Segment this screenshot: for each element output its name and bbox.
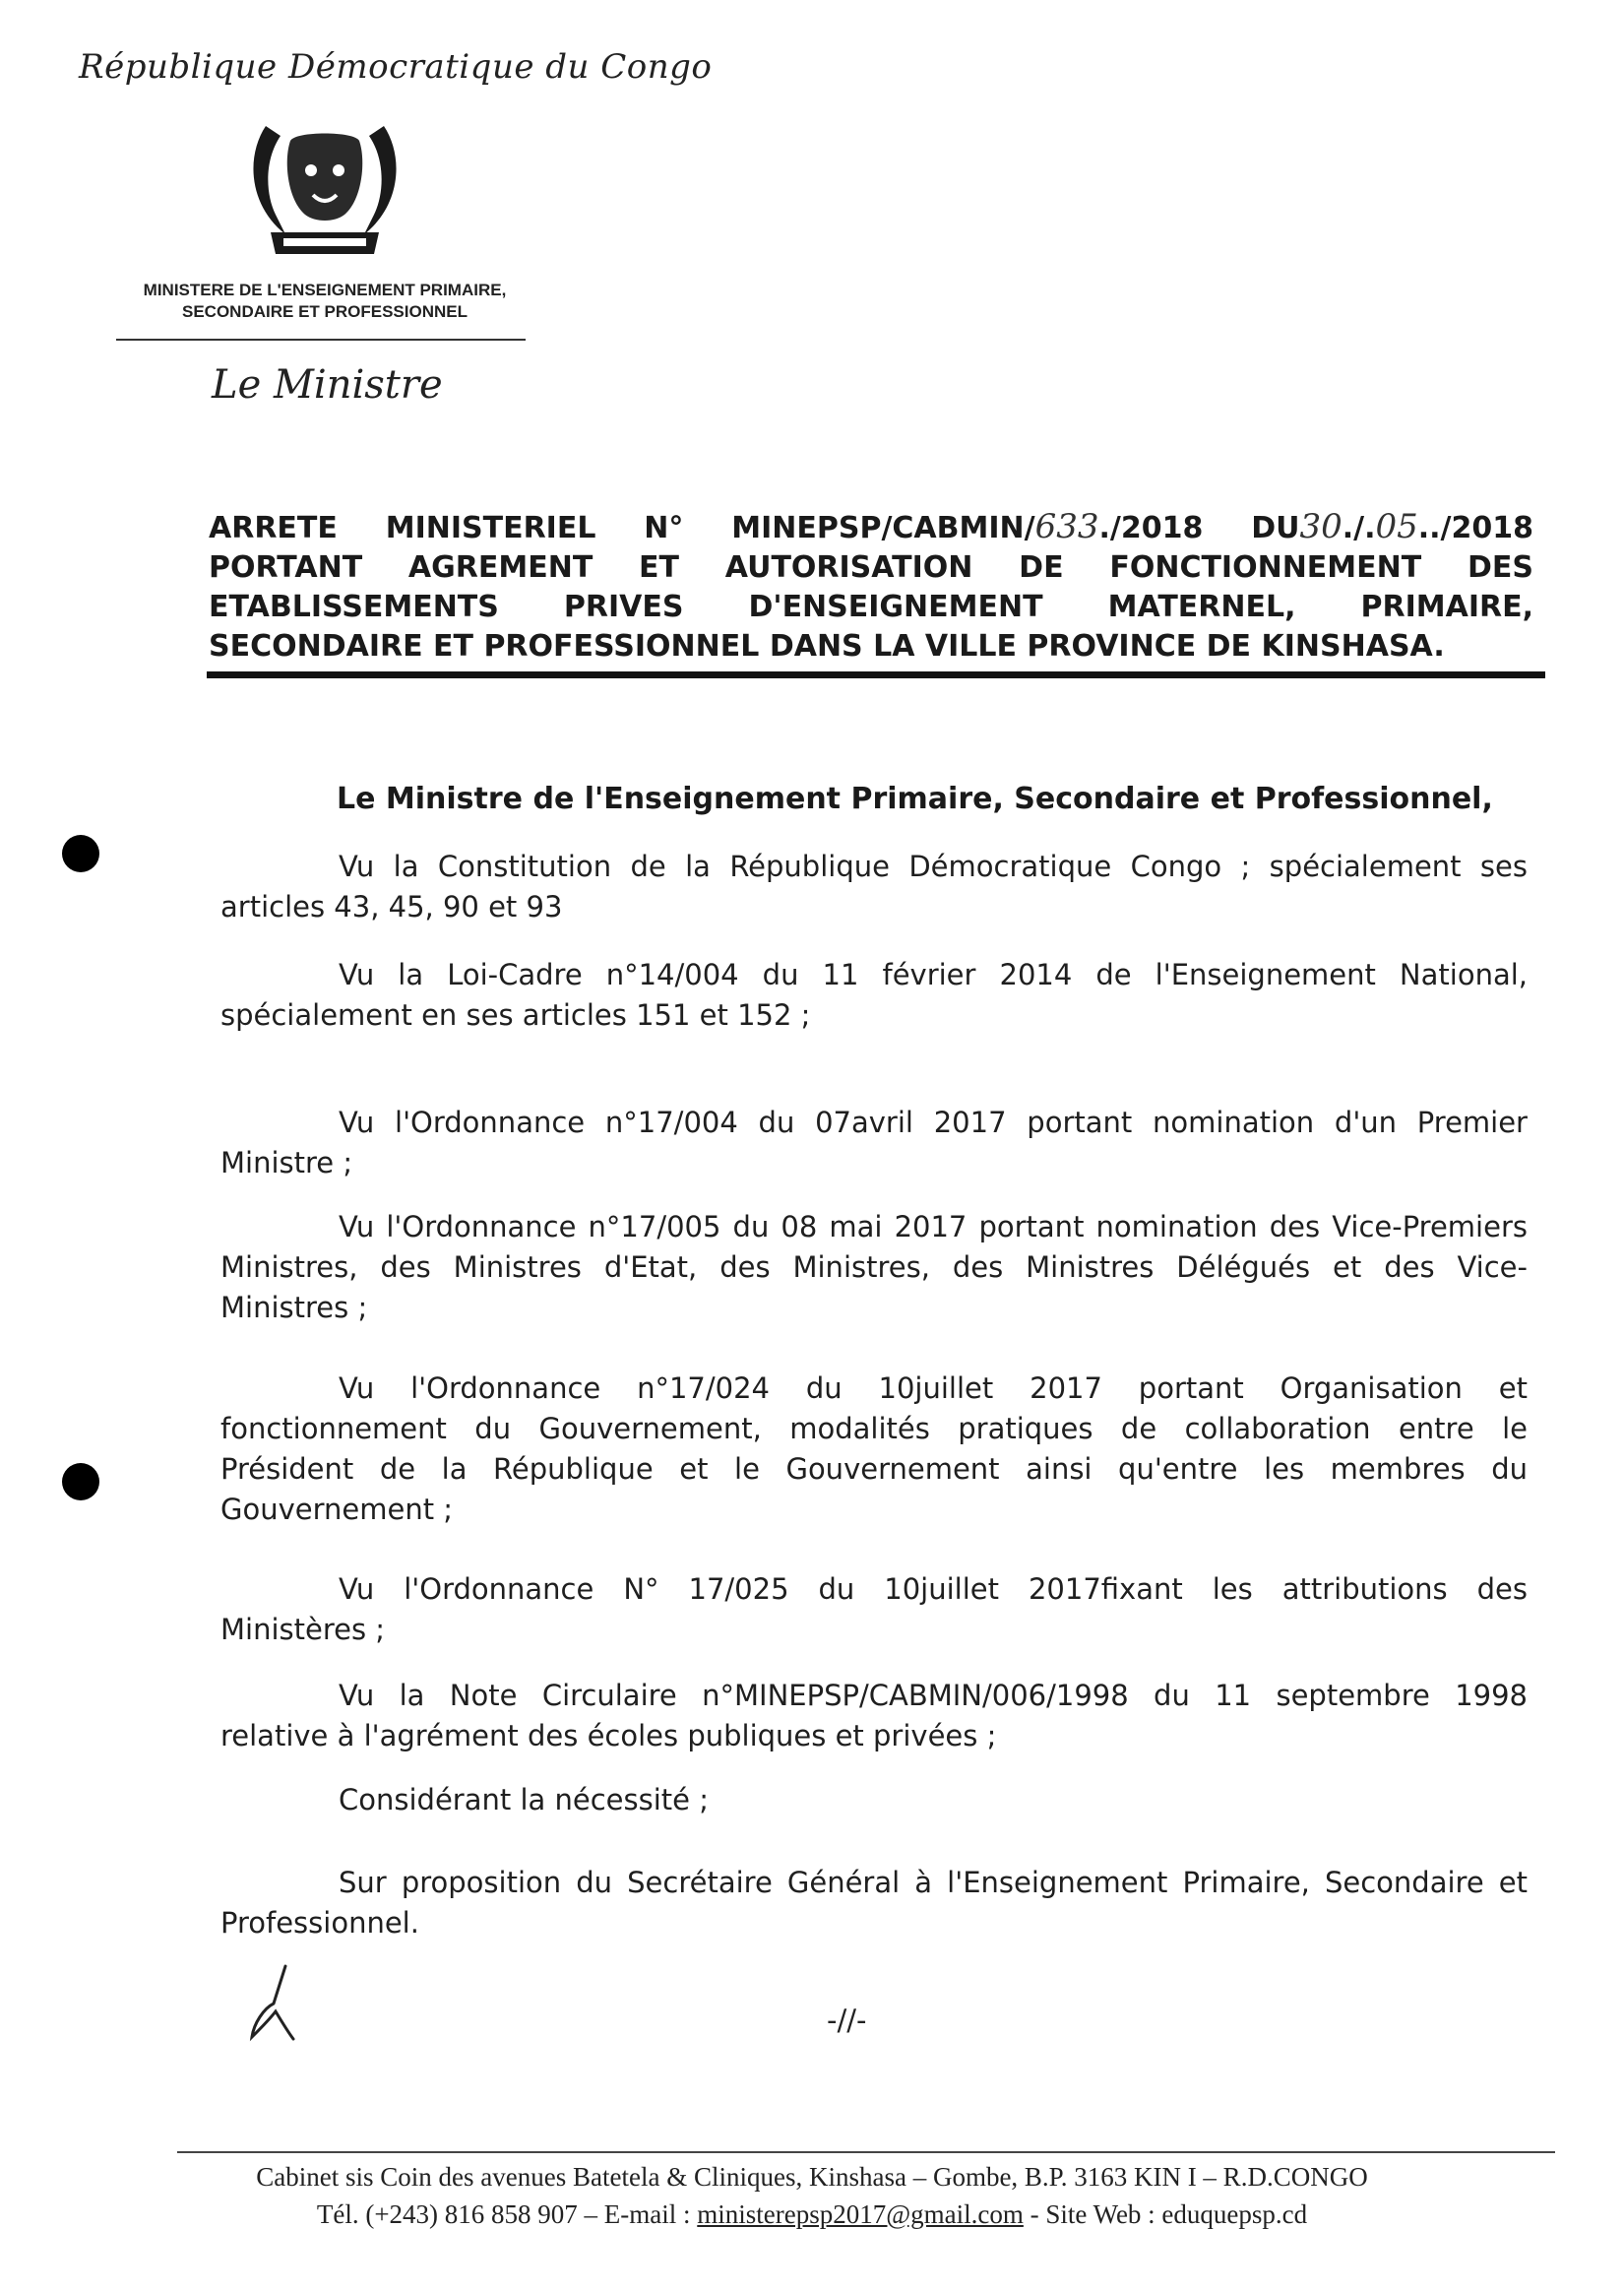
paragraph-loi-cadre: [220, 955, 1528, 1036]
decree-title-line4: SECONDAIRE ET PROFESSIONNEL DANS LA VILLE PROVINCE DE KINSHASA.: [209, 629, 1445, 664]
decree-number-prefix: ARRETE MINISTERIEL N° MINEPSP/CABMIN/: [209, 511, 1035, 545]
paragraph-line: Ministres ;: [220, 1291, 368, 1324]
paragraph-line: articles 43, 45, 90 et 93: [220, 890, 563, 923]
paragraph-line: Ministre ;: [220, 1146, 353, 1179]
country-name: République Démocratique du Congo: [79, 47, 713, 87]
paragraph-constitution: [220, 847, 1528, 927]
punch-hole: [62, 835, 99, 872]
ministry-name: [108, 280, 541, 323]
office-title: Le Ministre: [212, 362, 443, 408]
decree-date-separator: ./.: [1342, 511, 1376, 545]
paragraph-line: Gouvernement ;: [220, 1493, 454, 1526]
footer-website: - Site Web : eduquepsp.cd: [1023, 2199, 1308, 2229]
handwritten-initials: [246, 1964, 305, 2047]
paragraph-line: Sur proposition du Secrétaire Général à l'Enseignement Primaire, Secondaire et: [339, 1866, 1528, 1899]
paragraph-line: Vu la Constitution de la République Démocratique Congo ; spécialement ses: [339, 850, 1528, 883]
punch-hole: [62, 1463, 99, 1500]
paragraph-ordonnance-17-004: [220, 1103, 1528, 1183]
paragraph-ordonnance-17-025: [220, 1569, 1528, 1650]
paragraph-line: Vu l'Ordonnance n°17/024 du 10juillet 2017 portant Organisation et: [339, 1371, 1528, 1405]
paragraph-note-circulaire: [220, 1676, 1528, 1756]
coat-of-arms-emblem: [236, 116, 413, 268]
decree-title-line1: [209, 507, 1533, 548]
paragraph-line: Considérant la nécessité ;: [339, 1783, 709, 1816]
footer-email-link[interactable]: ministerepsp2017@gmail.com: [697, 2199, 1024, 2229]
decree-title-line3: ETABLISSEMENTS PRIVES D'ENSEIGNEMENT MATERNEL, PRIMAIRE,: [209, 590, 1533, 624]
footer: [0, 2158, 1624, 2233]
paragraph-ordonnance-17-024: [220, 1369, 1528, 1530]
decree-title-line2: PORTANT AGREMENT ET AUTORISATION DE FONCTIONNEMENT DES: [209, 550, 1533, 585]
decree-date-month-handwritten: 05: [1375, 507, 1418, 546]
paragraph-line: Vu l'Ordonnance n°17/004 du 07avril 2017 portant nomination d'un Premier: [339, 1106, 1528, 1139]
decree-title: [209, 507, 1533, 667]
paragraph-line: fonctionnement du Gouvernement, modalités pratiques de collaboration entre le: [220, 1412, 1528, 1445]
paragraph-ordonnance-17-005: [220, 1207, 1528, 1328]
decree-date-prefix: ./2018 DU: [1098, 511, 1300, 545]
footer-divider: [177, 2151, 1555, 2153]
paragraph-line: Vu l'Ordonnance N° 17/025 du 10juillet 2017fixant les attributions des: [339, 1572, 1528, 1606]
footer-phone: Tél. (+243) 816 858 907 – E-mail :: [316, 2199, 698, 2229]
title-underline: [207, 671, 1545, 678]
paragraph-line: spécialement en ses articles 151 et 152 ;: [220, 998, 811, 1032]
paragraph-considerant: [220, 1780, 1528, 1820]
paragraph-line: Vu la Note Circulaire n°MINEPSP/CABMIN/006/1998 du 11 septembre 1998: [339, 1679, 1528, 1712]
footer-address: Cabinet sis Coin des avenues Batetela & Cliniques, Kinshasa – Gombe, B.P. 3163 KIN I – R.D.CONGO: [256, 2162, 1368, 2192]
ministry-name-line1: MINISTERE DE L'ENSEIGNEMENT PRIMAIRE,: [143, 281, 507, 299]
paragraph-line: Vu la Loi-Cadre n°14/004 du 11 février 2014 de l'Enseignement National,: [339, 958, 1528, 991]
paragraph-line: relative à l'agrément des écoles publiques et privées ;: [220, 1719, 997, 1752]
footer-contact: [0, 2196, 1624, 2233]
decree-date-year: ../2018: [1417, 511, 1533, 545]
paragraph-line: Ministres, des Ministres d'Etat, des Ministres, des Ministres Délégués et des Vice-: [220, 1250, 1528, 1284]
paragraph-line: Président de la République et le Gouvernement ainsi qu'entre les membres du: [220, 1452, 1528, 1486]
decree-date-day-handwritten: 30: [1299, 507, 1343, 546]
paragraph-line: Ministères ;: [220, 1613, 386, 1646]
decree-number-handwritten: 633: [1034, 507, 1099, 546]
paragraph-proposition: [220, 1863, 1528, 1943]
paragraph-line: Vu l'Ordonnance n°17/005 du 08 mai 2017 portant nomination des Vice-Premiers: [339, 1210, 1528, 1243]
body-heading: Le Ministre de l'Enseignement Primaire, Secondaire et Professionnel,: [337, 782, 1493, 816]
page-continuation-marker: -//-: [827, 2004, 867, 2037]
ministry-name-line2: SECONDAIRE ET PROFESSIONNEL: [182, 302, 468, 321]
paragraph-line: Professionnel.: [220, 1906, 419, 1940]
letterhead-divider: [116, 339, 526, 341]
